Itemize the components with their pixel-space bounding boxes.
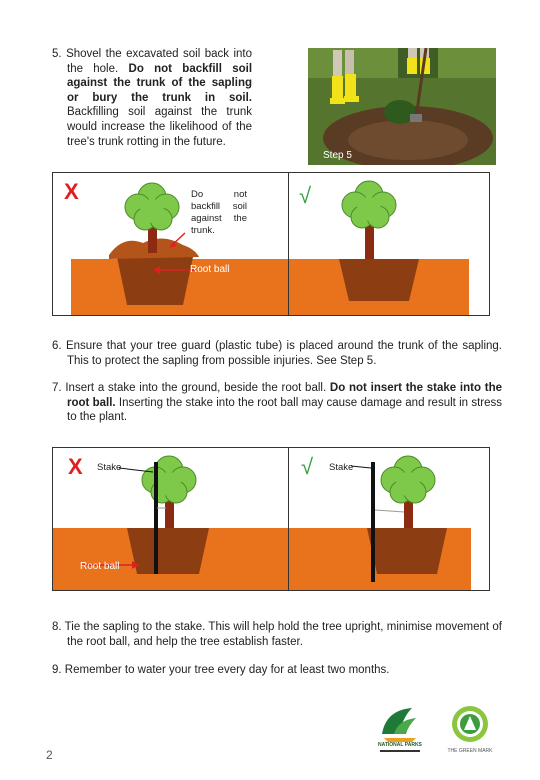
step7-number: 7. — [52, 382, 62, 394]
green-mark-logo — [446, 704, 494, 756]
step5-photo — [308, 48, 496, 165]
national-parks-logo-icon — [372, 704, 424, 756]
step7-paragraph — [52, 381, 502, 425]
panel1-correct-illustration — [289, 173, 489, 315]
panel2-correct-illustration — [289, 448, 489, 590]
national-parks-logo-text: NATIONAL PARKS — [378, 742, 422, 748]
step8-text: Tie the sapling to the stake. This will help hold the tree upright, minimise movement of the root ball, and help the tree establish faster. — [64, 621, 502, 648]
tree-foliage — [381, 456, 435, 503]
panel1-wrong-illustration — [53, 173, 289, 315]
step7-text-a: Insert a stake into the ground, beside the root ball. — [65, 382, 327, 394]
step5-text-bold: Do not backfill soil against the trunk of the sapling or bury the trunk in soil. — [67, 62, 253, 104]
stake — [154, 462, 158, 574]
root-ball — [339, 259, 419, 301]
step9-paragraph — [52, 663, 502, 678]
step5-text-b: Backfilling soil against the trunk would increase the likelihood of the tree's trunk rotting in the future. — [67, 106, 252, 148]
panel1-wrong — [52, 172, 290, 316]
root-ball-label-2: Root ball — [80, 561, 120, 572]
step5-number: 5. — [52, 48, 62, 60]
step5-paragraph — [52, 47, 252, 149]
step9-text: Remember to water your tree every day for at least two months. — [64, 664, 390, 676]
step7-text-bold: Do not insert the stake into the root ball. — [67, 382, 502, 409]
stake-pointer — [351, 466, 371, 468]
step6-paragraph — [52, 339, 502, 368]
page-number: 2 — [46, 748, 53, 762]
green-mark-logo-icon — [446, 704, 494, 748]
planting-photo-image — [308, 48, 496, 165]
wrong-mark: X — [64, 179, 79, 204]
step8-paragraph — [52, 620, 502, 649]
panel2-correct — [288, 447, 490, 591]
correct-mark: √ — [299, 183, 312, 208]
green-mark-logo-text: THE GREEN MARK — [447, 748, 493, 754]
step8-number: 8. — [52, 621, 62, 633]
tree-foliage — [142, 456, 196, 503]
step9-number: 9. — [52, 664, 62, 676]
tree-foliage — [125, 183, 179, 230]
backfill-note: Do not backfill soil against the trunk. — [191, 189, 247, 236]
tie — [375, 510, 404, 512]
tree-foliage — [342, 181, 396, 228]
root-ball — [367, 528, 447, 574]
correct-mark-2: √ — [301, 454, 314, 479]
wrong-mark-2: X — [68, 454, 83, 479]
national-parks-logo — [372, 704, 424, 756]
step6-number: 6. — [52, 340, 62, 352]
step7-text-b: Inserting the stake into the root ball may cause damage and result in stress to the plant. — [67, 396, 502, 424]
step5-text-a: Shovel the excavated soil back into the hole. — [66, 48, 253, 75]
step5-photo-label: Step 5 — [323, 150, 352, 161]
stake-label-right: Stake — [329, 462, 354, 473]
step6-text: Ensure that your tree guard (plastic tube) is placed around the trunk of the sapling. This to protect the sapling from possible injuries. See Step 5. — [65, 340, 502, 367]
root-ball — [127, 528, 209, 574]
root-ball-label-1: Root ball — [190, 264, 230, 275]
stake-label-left: Stake — [97, 462, 122, 473]
stake — [371, 462, 375, 582]
root-ball — [117, 257, 193, 305]
panel1-correct — [288, 172, 490, 316]
